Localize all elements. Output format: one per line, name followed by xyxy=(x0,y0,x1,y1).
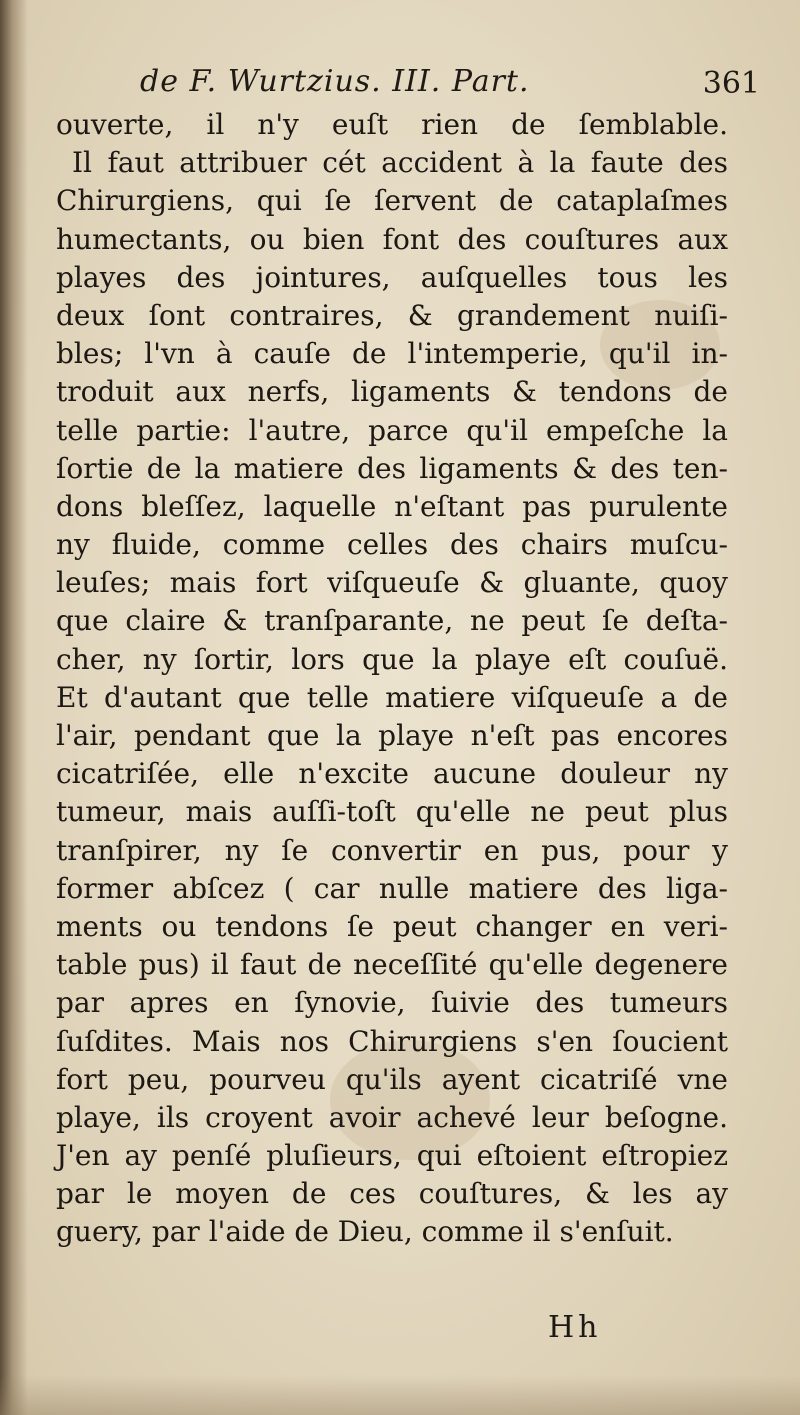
text-line: table pus) il faut de neceſſité qu'elle degenere xyxy=(56,948,728,982)
text-line: troduit aux nerfs, ligaments & tendons de xyxy=(56,375,728,409)
text-line: humectants, ou bien font des couſtures aux xyxy=(56,222,728,256)
text-line: fort peu, pourveu qu'ils ayent cicatriſé vne xyxy=(56,1062,728,1096)
text-line: ments ou tendons ſe peut changer en veri- xyxy=(56,909,728,943)
running-title: de F. Wurtzius. III. Part. xyxy=(140,64,530,99)
text-line: playe, ils croyent avoir achevé leur beſogne. xyxy=(56,1100,728,1134)
text-line: guery, par l'aide de Dieu, comme il s'enſuit. xyxy=(56,1215,674,1249)
text-line: leuſes; mais fort viſqueuſe & gluante, quoy xyxy=(56,566,728,600)
text-line: Chirurgiens, qui ſe ſervent de cataplaſmes xyxy=(56,184,728,218)
text-line: que claire & tranſparante, ne peut ſe deſta- xyxy=(56,604,728,638)
text-line: tumeur, mais auſſi-toſt qu'elle ne peut plus xyxy=(56,795,728,829)
signature-mark: Hh xyxy=(548,1310,602,1345)
text-line: dons bleſſez, laquelle n'eſtant pas purulente xyxy=(56,489,728,523)
text-line: cher, ny ſortir, lors que la playe eſt couſuë. xyxy=(56,642,728,676)
body-text xyxy=(56,106,728,1252)
text-line: ſuſdites. Mais nos Chirurgiens s'en ſoucient xyxy=(56,1024,728,1058)
text-line: former abſcez ( car nulle matiere des liga- xyxy=(56,871,728,905)
text-line: J'en ay penſé pluſieurs, qui eſtoient eſtropiez xyxy=(56,1139,728,1173)
text-line: playes des jointures, auſquelles tous les xyxy=(56,260,728,294)
page-number: 361 xyxy=(702,66,760,101)
text-line: Et d'autant que telle matiere viſqueuſe a de xyxy=(56,680,728,714)
text-line: ſortie de la matiere des ligaments & des ten- xyxy=(56,451,728,485)
page-header xyxy=(140,64,760,110)
text-line: ouverte, il n'y euſt rien de ſemblable. xyxy=(56,108,728,141)
text-line: deux ſont contraires, & grandement nuiſi- xyxy=(56,298,728,332)
text-line: ny fluide, comme celles des chairs muſcu- xyxy=(56,528,728,562)
text-line: tranſpirer, ny ſe convertir en pus, pour y xyxy=(56,833,728,867)
text-line: par apres en ſynovie, ſuivie des tumeurs xyxy=(56,986,728,1020)
text-line: par le moyen de ces couſtures, & les ay xyxy=(56,1177,728,1211)
text-line: bles; l'vn à cauſe de l'intemperie, qu'il in- xyxy=(56,337,728,371)
text-line: telle partie: l'autre, parce qu'il empeſche la xyxy=(56,413,728,447)
text-line: l'air, pendant que la playe n'eſt pas encores xyxy=(56,719,728,752)
text-line: cicatriſée, elle n'excite aucune douleur ny xyxy=(56,757,728,791)
text-line: Il faut attribuer cét accident à la faute des xyxy=(72,146,728,180)
